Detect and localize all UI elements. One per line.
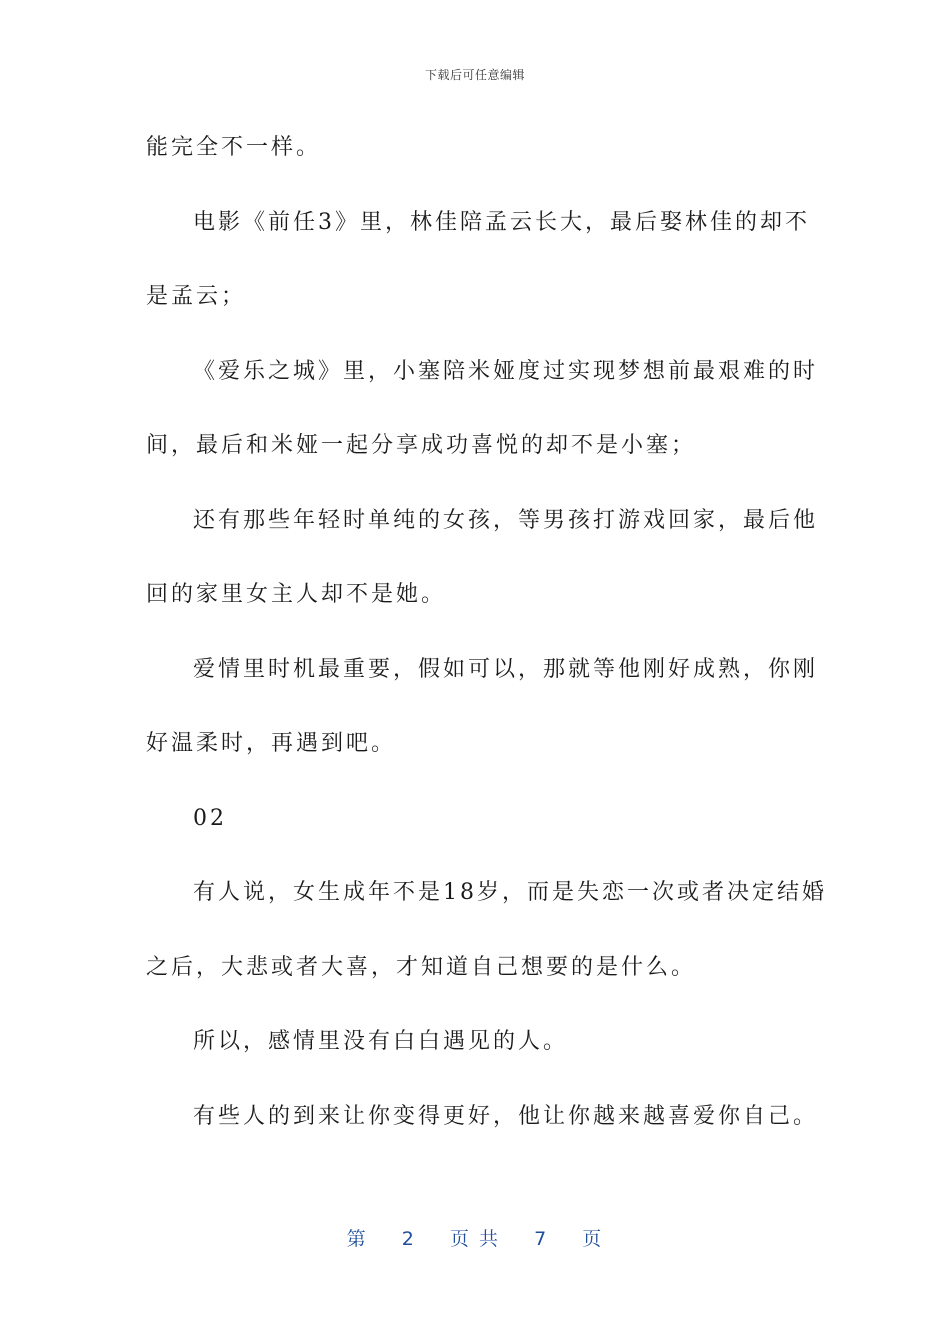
paragraph-line: 有人说，女生成年不是18岁，而是失恋一次或者决定结婚 (193, 880, 827, 905)
section-number: 02 (193, 805, 227, 831)
total-pages-number: 7 (534, 1228, 549, 1250)
document-body (146, 128, 827, 1171)
page-footer (0, 1224, 950, 1251)
paragraph-line: 好温柔时，再遇到吧。 (146, 731, 397, 756)
paragraph-line: 回的家里女主人却不是她。 (146, 582, 447, 607)
paragraph-line: 所以，感情里没有白白遇见的人。 (193, 1029, 569, 1054)
paragraph-line: 是孟云； (146, 284, 247, 309)
of-label: 页 共 (449, 1228, 501, 1250)
page-suffix: 页 (582, 1228, 604, 1250)
paragraph-line: 电影《前任3》里，林佳陪孟云长大，最后娶林佳的却不 (193, 209, 810, 235)
paragraph-line: 有些人的到来让你变得更好，他让你越来越喜爱你自己。 (193, 1103, 819, 1129)
paragraph-line: 《爱乐之城》里，小塞陪米娅度过实现梦想前最艰难的时 (193, 358, 819, 384)
page-label: 第 (346, 1228, 368, 1250)
paragraph-line: 爱情里时机最重要，假如可以，那就等他刚好成熟，你刚 (193, 656, 819, 682)
current-page-number: 2 (401, 1228, 416, 1250)
paragraph-line: 之后，大悲或者大喜，才知道自己想要的是什么。 (146, 954, 697, 980)
paragraph-line: 间，最后和米娅一起分享成功喜悦的却不是小塞； (146, 433, 697, 458)
paragraph-line: 还有那些年轻时单纯的女孩，等男孩打游戏回家，最后他 (193, 507, 819, 533)
page-header: 下载后可任意编辑 (424, 68, 525, 82)
paragraph-line: 能完全不一样。 (146, 135, 322, 160)
